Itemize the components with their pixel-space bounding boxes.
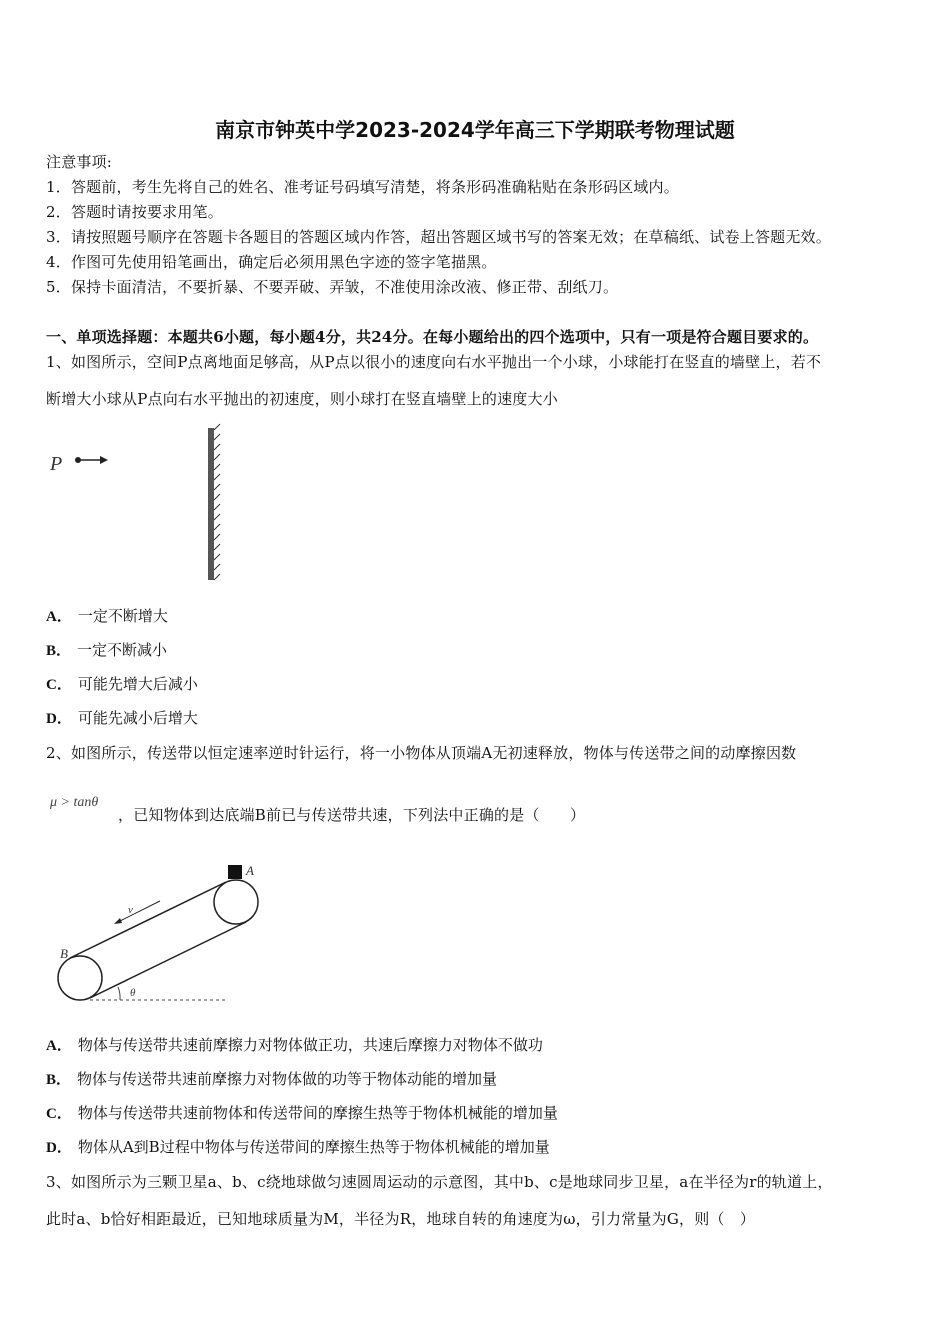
q1-option-a-text: 一定不断增大 <box>77 607 168 625</box>
q2-option-a <box>46 1035 543 1056</box>
q2-label-theta: θ <box>130 987 136 999</box>
q1-option-a <box>46 606 168 627</box>
q2-belt-lower <box>90 922 246 998</box>
q1-point-label: P <box>50 453 63 475</box>
q2-formula: μ > tanθ <box>50 795 99 810</box>
notice-item-2: 2．答题时请按要求用笔。 <box>46 203 223 221</box>
notice-heading: 注意事项: <box>46 153 113 171</box>
q2-option-c-label: C． <box>46 1106 72 1122</box>
q2-line-1: 2、如图所示，传送带以恒定速率逆时针运行，将一小物体从顶端A无初速释放，物体与传送带之间的动摩擦因数 <box>46 744 797 762</box>
q2-option-c-text: 物体与传送带共速前物体和传送带间的摩擦生热等于物体机械能的增加量 <box>77 1104 558 1122</box>
q1-option-b-label: B． <box>46 643 72 659</box>
q1-wall <box>208 428 214 580</box>
notice-item-5: 5．保持卡面清洁，不要折暴、不要弄破、弄皱，不准使用涂改液、修正带、刮纸刀。 <box>46 278 619 296</box>
q2-angle-arc <box>118 987 120 1000</box>
q2-velocity-arrow-head <box>114 918 122 924</box>
q1-option-c-text: 可能先增大后减小 <box>77 675 198 693</box>
q1-arrow-head <box>100 456 108 464</box>
q2-label-b: B <box>60 946 68 961</box>
q2-option-b-label: B． <box>46 1072 72 1088</box>
q2-bottom-pulley <box>58 956 102 1000</box>
q1-option-d <box>46 708 198 729</box>
notice-item-3: 3．请按照题号顺序在答题卡各题目的答题区域内作答，超出答题区域书写的答案无效；在草稿纸、试卷上答题无效。 <box>46 228 831 246</box>
q1-option-d-label: D． <box>46 711 72 727</box>
q1-figure <box>40 420 240 590</box>
q2-option-d-text: 物体从A到B过程中物体与传送带间的摩擦生热等于物体机械能的增加量 <box>77 1138 550 1156</box>
q2-block-a <box>228 865 242 879</box>
q2-option-a-text: 物体与传送带共速前摩擦力对物体做正功，共速后摩擦力对物体不做功 <box>77 1036 543 1054</box>
q2-line-2: ，已知物体到达底端B前已与传送带共速，下列法中正确的是（ ） <box>118 806 586 824</box>
q2-velocity-arrow <box>116 901 160 923</box>
q2-belt-upper <box>70 882 226 958</box>
q1-option-a-label: A． <box>46 609 72 625</box>
q1-option-c-label: C． <box>46 677 72 693</box>
q3-line-1: 3、如图所示为三颗卫星a、b、c绕地球做匀速圆周运动的示意图，其中b、c是地球同步卫星，a在半径为r的轨道上， <box>46 1173 833 1191</box>
q1-wall-hatching <box>214 424 220 580</box>
q3-line-2: 此时a、b恰好相距最近，已知地球质量为M，半径为R，地球自转的角速度为ω，引力常量为G，则（ ） <box>46 1210 756 1228</box>
q1-option-b <box>46 640 167 661</box>
q2-label-a: A <box>246 863 254 878</box>
q2-option-b <box>46 1069 497 1090</box>
q2-option-a-label: A． <box>46 1038 72 1054</box>
notice-item-1: 1．答题前，考生先将自己的姓名、准考证号码填写清楚，将条形码准确粘贴在条形码区域内。 <box>46 178 679 196</box>
q1-option-d-text: 可能先减小后增大 <box>77 709 198 727</box>
q2-top-pulley <box>214 880 258 924</box>
q1-option-b-text: 一定不断减小 <box>77 641 168 659</box>
q2-option-c <box>46 1103 558 1124</box>
q1-line-1: 1、如图所示，空间P点离地面足够高，从P点以很小的速度向右水平抛出一个小球，小球能打在竖直的墙壁上，若不 <box>46 353 822 371</box>
q2-figure <box>50 855 280 1015</box>
q2-option-b-text: 物体与传送带共速前摩擦力对物体做的功等于物体动能的增加量 <box>77 1070 498 1088</box>
q2-option-d <box>46 1137 550 1158</box>
q1-line-2: 断增大小球从P点向右水平抛出的初速度，则小球打在竖直墙壁上的速度大小 <box>46 390 558 408</box>
q1-option-c <box>46 674 198 695</box>
notice-item-4: 4．作图可先使用铅笔画出，确定后必须用黑色字迹的签字笔描黑。 <box>46 253 497 271</box>
page-title: 南京市钟英中学2023-2024学年高三下学期联考物理试题 <box>215 118 735 142</box>
section-heading: 一、单项选择题：本题共6小题，每小题4分，共24分。在每小题给出的四个选项中，只有一项是符合题目要求的。 <box>46 328 819 346</box>
q2-label-v: v <box>128 904 133 916</box>
q2-option-d-label: D． <box>46 1140 72 1156</box>
